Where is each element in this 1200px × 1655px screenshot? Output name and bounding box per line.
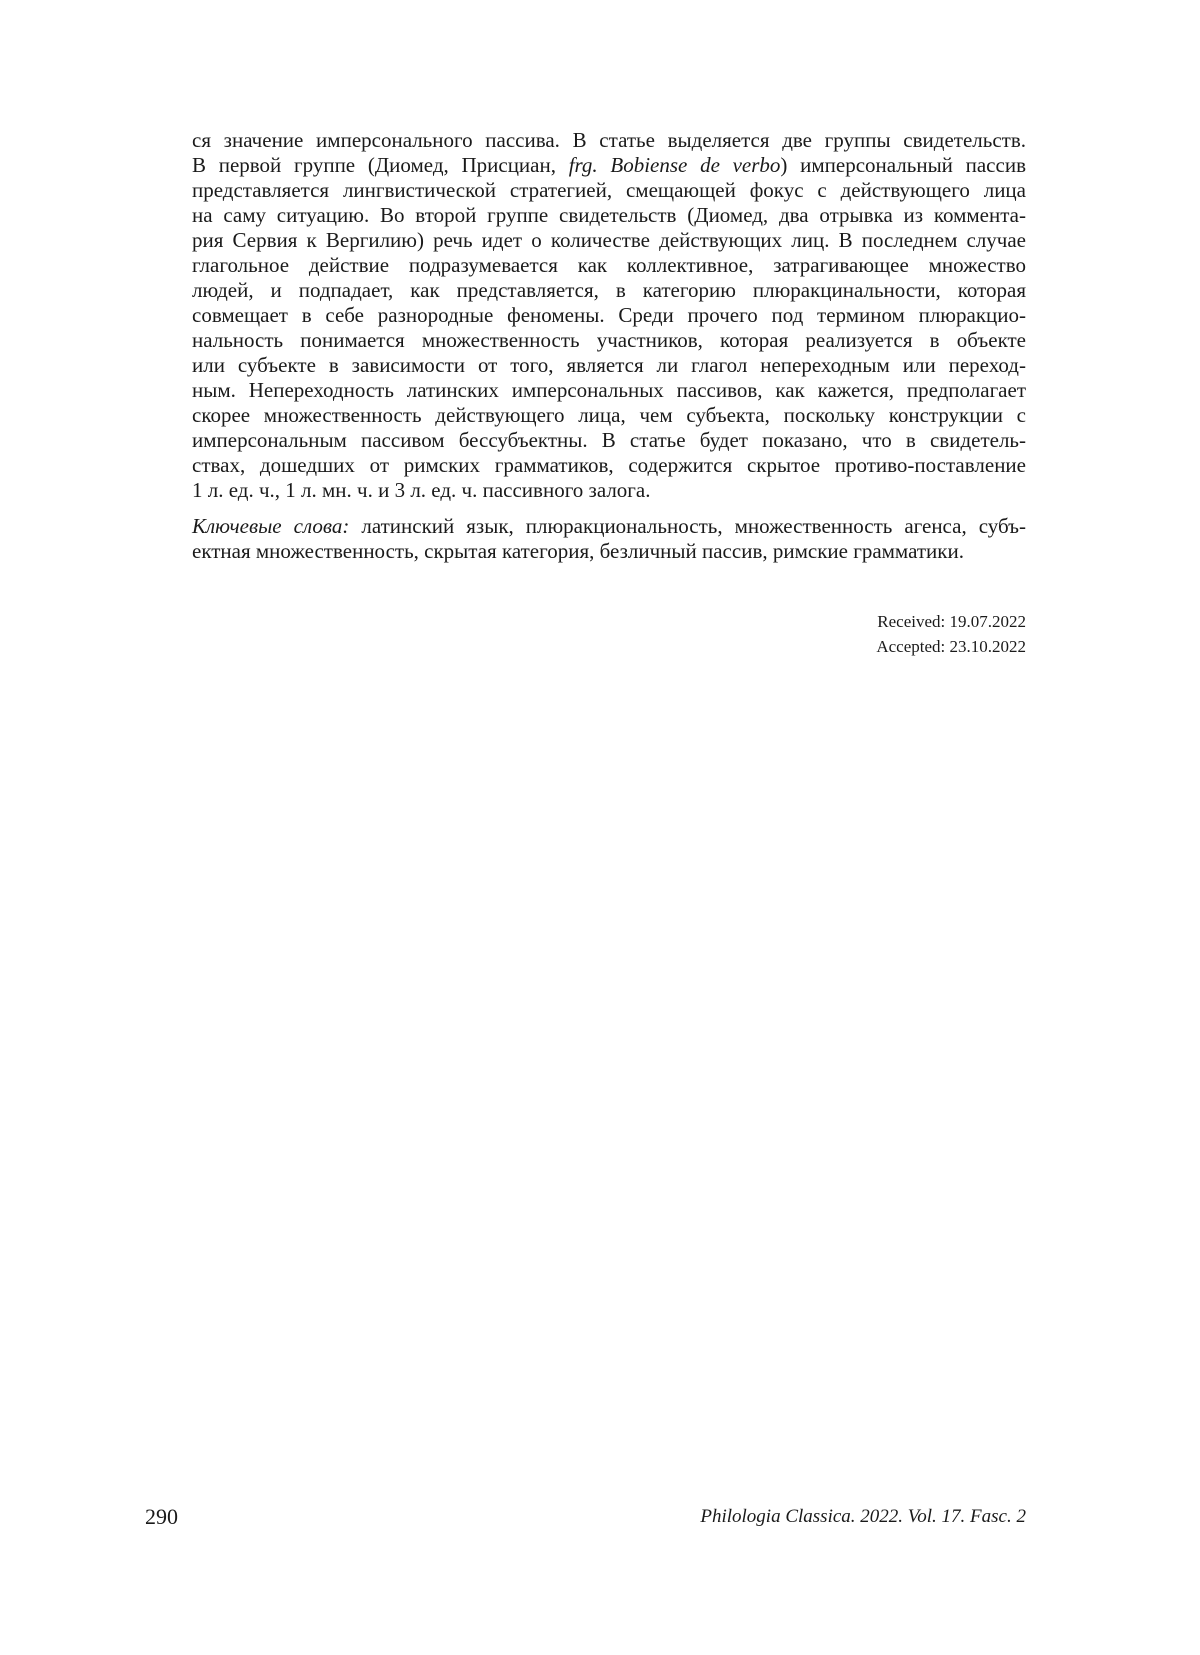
abstract-line: людей, и подпадает, как представляется, в категорию плюракцинальности, которая	[192, 278, 1026, 302]
abstract-italic-title: frg. Bobiense de verbo	[568, 153, 781, 177]
abstract-line: ся значение имперсонального пассива. В статье выделяется две группы свидетельств.	[192, 128, 1026, 152]
abstract-text: ) имперсональный пассив	[780, 153, 1026, 177]
page-number: 290	[145, 1504, 178, 1529]
abstract-text: В первой группе (Диомед, Присциан,	[192, 153, 569, 177]
abstract-line: ным. Непереходность латинских имперсональных пассивов, как кажется, предполагает	[192, 378, 1026, 402]
keywords-paragraph	[192, 514, 1026, 564]
accepted-date: Accepted: 23.10.2022	[876, 637, 1026, 656]
abstract-line: имперсональным пассивом бессубъектны. В статье будет показано, что в свидетель-	[192, 428, 1026, 452]
abstract-line: на саму ситуацию. Во второй группе свидетельств (Диомед, два отрывка из коммента-	[192, 203, 1026, 227]
abstract-line: совмещает в себе разнородные феномены. Среди прочего под термином плюракцио-	[192, 303, 1026, 327]
abstract-line: ствах, дошедших от римских грамматиков, содержится скрытое противо-поставление	[192, 453, 1026, 477]
abstract-line: или субъекте в зависимости от того, является ли глагол непереходным или переход-	[192, 353, 1026, 377]
abstract-line: нальность понимается множественность участников, которая реализуется в объекте	[192, 328, 1026, 352]
journal-citation: Philologia Classica. 2022. Vol. 17. Fasc. 2	[700, 1506, 1026, 1527]
keywords-line	[192, 514, 1026, 539]
keywords-line: ектная множественность, скрытая категория, безличный пассив, римские грамматики.	[192, 539, 964, 563]
keywords-label: Ключевые слова:	[192, 514, 350, 538]
abstract-paragraph	[192, 128, 1026, 503]
abstract-line: 1 л. ед. ч., 1 л. мн. ч. и 3 л. ед. ч. пассивного залога.	[192, 478, 651, 502]
abstract-line: скорее множественность действующего лица, чем субъекта, поскольку конструкции с	[192, 403, 1026, 427]
abstract-line: представляется лингвистической стратегией, смещающей фокус с действующего лица	[192, 178, 1026, 202]
abstract-line: рия Сервия к Вергилию) речь идет о количестве действующих лиц. В последнем случае	[192, 228, 1026, 252]
abstract-line: глагольное действие подразумевается как коллективное, затрагивающее множество	[192, 253, 1026, 277]
abstract-line	[192, 153, 1026, 178]
keywords-text: латинский язык, плюракциональность, множественность агенса, субъ-	[349, 514, 1026, 538]
received-date: Received: 19.07.2022	[877, 612, 1026, 631]
article-dates	[876, 609, 1026, 659]
